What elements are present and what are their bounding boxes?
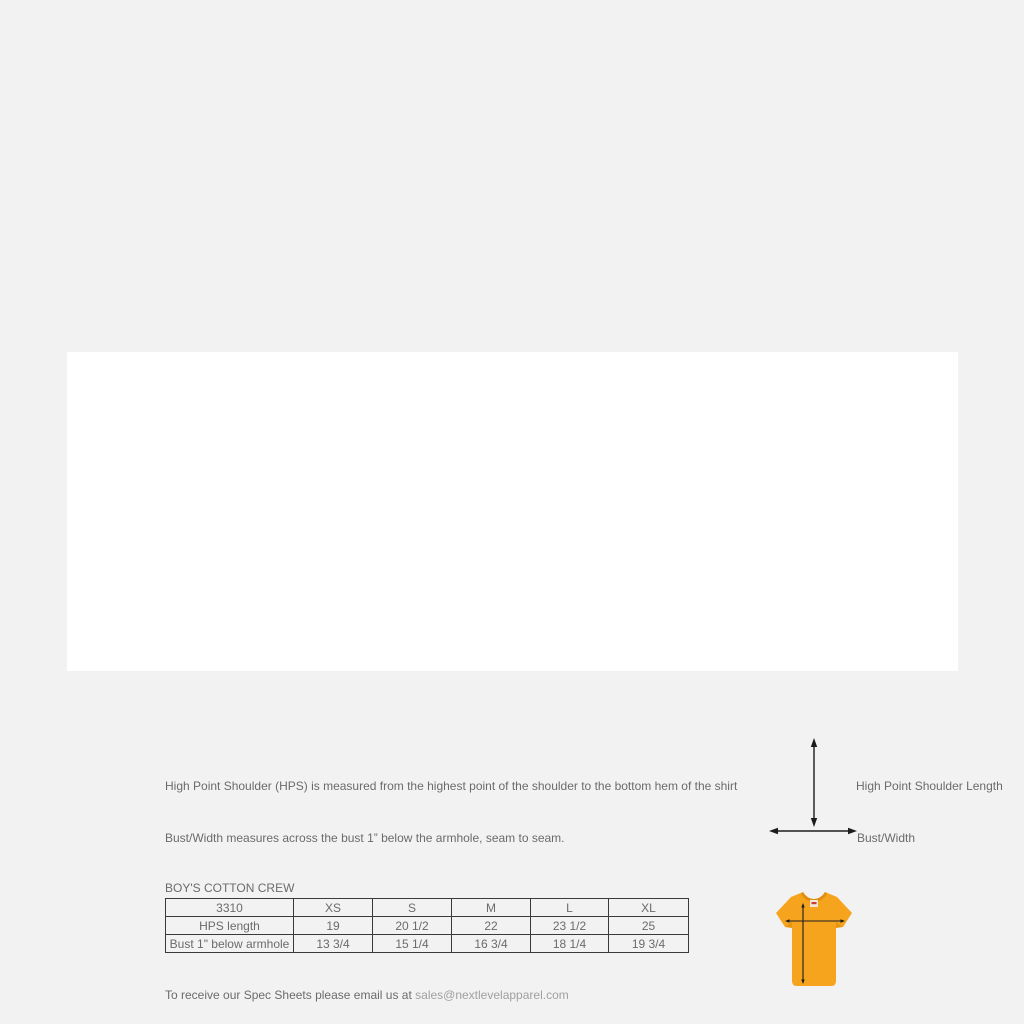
contact-email-link[interactable]: sales@nextlevelapparel.com — [415, 988, 569, 1002]
shirt-tag-logo — [812, 902, 817, 904]
table-header-row — [166, 899, 689, 917]
table-row-hps-length — [166, 917, 689, 935]
size-header-cell: XL — [609, 899, 689, 917]
spec-sheet-panel — [67, 352, 1003, 1002]
size-header-cell: S — [373, 899, 452, 917]
bust-description: Bust/Width measures across the bust 1” below the armhole, seam to seam. — [165, 831, 565, 845]
value-cell: 19 3/4 — [609, 935, 689, 953]
table-row-bust — [166, 935, 689, 953]
value-cell: 25 — [609, 917, 689, 935]
hps-arrow-label: High Point Shoulder Length — [856, 779, 1003, 793]
hps-description: High Point Shoulder (HPS) is measured from the highest point of the shoulder to the bottom hem of the shirt — [165, 779, 738, 793]
size-chart-table — [165, 898, 689, 953]
value-cell: 19 — [294, 917, 373, 935]
value-cell: 20 1/2 — [373, 917, 452, 935]
spec-sheet-contact — [165, 988, 569, 1003]
value-cell: 15 1/4 — [373, 935, 452, 953]
row-label-cell: HPS length — [166, 917, 294, 935]
value-cell: 18 1/4 — [531, 935, 609, 953]
tshirt-image — [772, 888, 856, 992]
row-label-cell: Bust 1" below armhole — [166, 935, 294, 953]
product-title: BOY'S COTTON CREW — [165, 881, 295, 895]
measurement-arrows-diagram — [762, 734, 862, 838]
size-header-cell: M — [452, 899, 531, 917]
size-header-cell: L — [531, 899, 609, 917]
value-cell: 23 1/2 — [531, 917, 609, 935]
style-number-cell: 3310 — [166, 899, 294, 917]
size-header-cell: XS — [294, 899, 373, 917]
horizontal-double-arrow-icon — [769, 828, 857, 834]
contact-text: To receive our Spec Sheets please email us at — [165, 988, 416, 1002]
value-cell: 16 3/4 — [452, 935, 531, 953]
value-cell: 22 — [452, 917, 531, 935]
bust-arrow-label: Bust/Width — [857, 831, 916, 845]
value-cell: 13 3/4 — [294, 935, 373, 953]
vertical-double-arrow-icon — [811, 738, 817, 827]
